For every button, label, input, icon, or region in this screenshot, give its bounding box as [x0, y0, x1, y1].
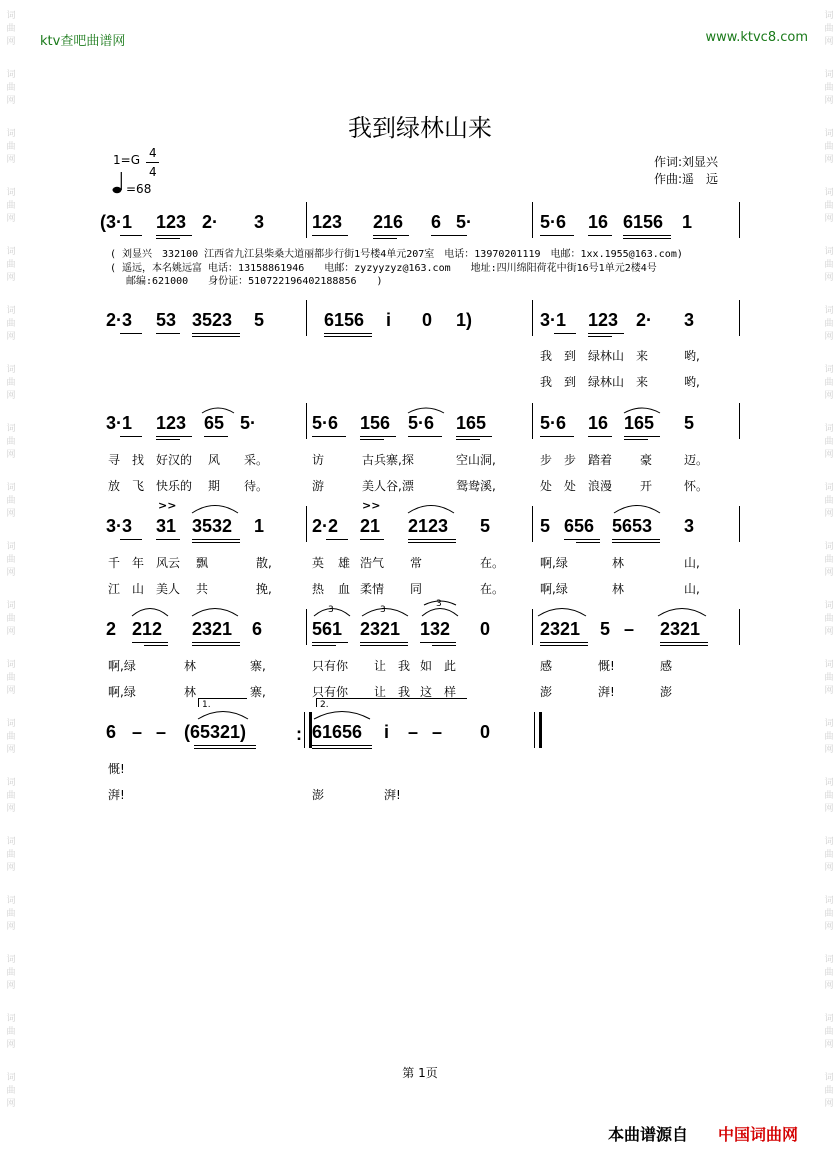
lyric: 待。 [244, 479, 269, 493]
note-group: (65321) [184, 722, 247, 742]
barline [739, 506, 740, 542]
triplet-slur [420, 597, 460, 617]
lyric: 放 [108, 479, 121, 493]
lyric: 血 [338, 582, 351, 596]
lyric: 感 [660, 659, 673, 673]
lyric: 风 [208, 453, 221, 467]
lyric: 千 [108, 556, 121, 570]
note-group: 3·1 [106, 413, 133, 433]
note-group: 2321 [540, 619, 581, 639]
note-group: 5· [240, 413, 257, 433]
site-left-label[interactable]: ktv查吧曲谱网 [40, 34, 126, 49]
svg-text:3: 3 [328, 605, 334, 615]
note-group: 123 [156, 212, 187, 232]
lyric: 飘 [196, 556, 209, 570]
lyric: 哟, [684, 375, 700, 389]
barline [306, 202, 307, 238]
lyric: 让 [374, 659, 387, 673]
svg-text:3: 3 [436, 599, 442, 609]
note-group: 1) [456, 310, 473, 330]
lyric: 林 [184, 659, 197, 673]
note-group: 2·3 [106, 310, 133, 330]
staff-row-1 [100, 206, 740, 246]
note-group: 2· [202, 212, 219, 232]
lyric: 采。 [244, 453, 269, 467]
lyric: 我 [540, 349, 553, 363]
note-group: 31 [156, 516, 177, 536]
lyric: 山, [684, 556, 700, 570]
contact-line-2: ( 遥远，本名姚远富 电话：13158861946 电邮：zyzyyzyz@163.com 地址:四川绵阳荷花中街16号1单元2楼4号 [110, 263, 657, 274]
tempo-value: =68 [126, 182, 152, 196]
slur [612, 500, 662, 514]
slur [190, 603, 240, 617]
note-group: 2· [636, 310, 653, 330]
lyric: 飞 [132, 479, 145, 493]
lyric: 浩气 [360, 556, 385, 570]
barline [739, 609, 740, 645]
barline [739, 403, 740, 439]
lyric: 啊,绿 [108, 685, 136, 699]
note-group: 0 [480, 722, 491, 742]
note-group: 165 [624, 413, 655, 433]
lyric: 散, [256, 556, 272, 570]
lyric: 处 [540, 479, 553, 493]
slur [536, 603, 588, 617]
note-group: 123 [156, 413, 187, 433]
note-group: 3532 [192, 516, 233, 536]
note-group: 2 [106, 619, 117, 639]
volta-2: 2. [316, 698, 467, 707]
page-number: 第 1页 [402, 1066, 438, 1080]
note-group: 216 [373, 212, 404, 232]
barline [532, 609, 533, 645]
lyric: 共 [196, 582, 209, 596]
lyric: 绿林山 [588, 349, 625, 363]
right-watermark: 词 曲 网 词 曲 网 词 曲 网 词 曲 网 词 曲 网 词 曲 网 词 曲 网 词 曲 网 词 曲 网 词 曲 网 词 曲 网 词 曲 网 词 曲 网 词 曲 网 词 曲 网 词 曲 网 词 曲 网 词 曲 网 词 曲 网 [824, 11, 834, 1109]
lyric: 山, [684, 582, 700, 596]
note-group: 3·1 [540, 310, 567, 330]
note-group: 61656 [312, 722, 363, 742]
slur [200, 404, 236, 414]
note-group: 6 [431, 212, 442, 232]
note-group: 2321 [660, 619, 701, 639]
note-group: 5·6 [408, 413, 435, 433]
note-group: 5·6 [540, 212, 567, 232]
lyric: 快乐的 [156, 479, 193, 493]
note-group: 3 [684, 516, 695, 536]
note-group: – [132, 722, 143, 742]
barline [532, 300, 533, 336]
accent-mark: >> [158, 499, 177, 512]
note-group: 212 [132, 619, 163, 639]
lyric: 林 [612, 556, 625, 570]
source-link[interactable]: 中国词曲网 [718, 1125, 799, 1144]
note-group: 5· [456, 212, 473, 232]
lyric: 来 [636, 349, 649, 363]
lyric: 来 [636, 375, 649, 389]
lyric: 江 [108, 582, 121, 596]
note-group: 53 [156, 310, 177, 330]
lyric: 绿林山 [588, 375, 625, 389]
lyric: 澎 [660, 685, 673, 699]
barline [532, 506, 533, 542]
lyric: 寨, [250, 685, 266, 699]
end-barline [534, 712, 542, 748]
composer: 作曲:遥 远 [654, 172, 719, 186]
lyric: 我 [540, 375, 553, 389]
note-group: 3523 [192, 310, 233, 330]
note-group: 123 [312, 212, 343, 232]
key-signature: 1=G [113, 153, 140, 167]
contact-line-3: 邮编:621000 身份证：510722196402188856 ) [126, 276, 383, 287]
lyric: 步 [564, 453, 577, 467]
lyric: 热 [312, 582, 325, 596]
lyric: 湃! [108, 788, 125, 802]
lyric: 找 [132, 453, 145, 467]
lyric: 游 [312, 479, 325, 493]
lyric: 在。 [480, 582, 505, 596]
note-group: 5 [254, 310, 265, 330]
lyric: 到 [564, 375, 577, 389]
note-group: 21 [360, 516, 381, 536]
lyric: 空山洞, [456, 453, 496, 467]
triplet-slur [312, 603, 352, 617]
lyric: 样 [444, 685, 457, 699]
contact-line-1: ( 刘显兴 332100 江西省九江县柴桑大道丽都步行街1号楼4单元207室 电话：13970201119 电邮：1xx.1955@163.com) [110, 249, 683, 260]
lyric: 慨! [598, 659, 615, 673]
lyric: 我 [398, 659, 411, 673]
lyric: 这 [420, 685, 433, 699]
note-group: 6156 [324, 310, 365, 330]
note-group: – [624, 619, 635, 639]
lyric: 开 [640, 479, 653, 493]
staff-row-6 [106, 716, 556, 756]
note-group: 656 [564, 516, 595, 536]
barline [306, 609, 307, 645]
time-top: 4 [149, 146, 157, 160]
note-group: 16 [588, 212, 609, 232]
lyric: 山 [132, 582, 145, 596]
barline [532, 403, 533, 439]
lyric: 我 [398, 685, 411, 699]
lyric: 挽, [256, 582, 272, 596]
note-group: 165 [456, 413, 487, 433]
lyric: 处 [564, 479, 577, 493]
lyric: 林 [612, 582, 625, 596]
note-group: 561 [312, 619, 343, 639]
time-bottom: 4 [149, 165, 157, 179]
note-group: 6 [252, 619, 263, 639]
lyric: 雄 [338, 556, 351, 570]
barline [306, 300, 307, 336]
lyric: 林 [184, 685, 197, 699]
lyric: 浪漫 [588, 479, 613, 493]
lyric: 寨, [250, 659, 266, 673]
slur [622, 404, 662, 414]
note-group: i [384, 722, 390, 742]
note-group: 5 [684, 413, 695, 433]
lyric: 到 [564, 349, 577, 363]
note-group: 123 [588, 310, 619, 330]
lyric: 年 [132, 556, 145, 570]
note-group: 5·6 [312, 413, 339, 433]
slur [196, 706, 250, 720]
slur [406, 500, 456, 514]
lyric: 美人 [156, 582, 181, 596]
note-group: 2321 [192, 619, 233, 639]
lyric: 让 [374, 685, 387, 699]
note-group: (3·1 [100, 212, 133, 232]
lyric: 豪 [640, 453, 653, 467]
lyric: 期 [208, 479, 221, 493]
lyric: 踏着 [588, 453, 613, 467]
quarter-note-icon [112, 171, 126, 195]
source-label: 本曲谱源自 [608, 1125, 689, 1144]
note-group: 1 [682, 212, 693, 232]
lyric: 慨! [108, 762, 125, 776]
note-group: 3·3 [106, 516, 133, 536]
note-group: 5 [480, 516, 491, 536]
lyric: 好汉的 [156, 453, 193, 467]
note-group: 65 [204, 413, 225, 433]
lyric: 怀。 [684, 479, 709, 493]
slur [406, 404, 446, 414]
left-watermark: 词 曲 网 词 曲 网 词 曲 网 词 曲 网 词 曲 网 词 曲 网 词 曲 网 词 曲 网 词 曲 网 词 曲 网 词 曲 网 词 曲 网 词 曲 网 词 曲 网 词 曲 网 词 曲 网 词 曲 网 词 曲 网 词 曲 网 [6, 11, 16, 1109]
note-group: 1 [254, 516, 265, 536]
note-group: 2123 [408, 516, 449, 536]
note-group: 5653 [612, 516, 653, 536]
note-group: – [408, 722, 419, 742]
lyric: 感 [540, 659, 553, 673]
lyric: 古兵寨,探 [362, 453, 414, 467]
note-group: 3 [254, 212, 265, 232]
note-group: 3 [684, 310, 695, 330]
site-right-link[interactable]: www.ktvc8.com [705, 30, 808, 45]
lyric: 步 [540, 453, 553, 467]
barline [306, 506, 307, 542]
lyricist: 作词:刘显兴 [654, 155, 719, 169]
staff-row-5 [106, 613, 740, 653]
volta-1: 1. [198, 698, 247, 707]
note-group: i [386, 310, 392, 330]
note-group: 2·2 [312, 516, 339, 536]
lyric: 风云 [156, 556, 181, 570]
slur [312, 706, 372, 720]
repeat-barline [304, 712, 312, 748]
lyric: 澎 [540, 685, 553, 699]
note-group: 156 [360, 413, 391, 433]
note-group: 132 [420, 619, 451, 639]
lyric: 美人谷,漂 [362, 479, 414, 493]
barline [739, 300, 740, 336]
lyric: 在。 [480, 556, 505, 570]
lyric: 同 [410, 582, 423, 596]
triplet-slur [360, 603, 410, 617]
time-divider [146, 162, 159, 163]
note-group: 2321 [360, 619, 401, 639]
accent-mark: >> [362, 499, 381, 512]
lyric: 如 [420, 659, 433, 673]
staff-row-4 [106, 510, 740, 550]
lyric: 只有你 [312, 685, 349, 699]
lyric: 寻 [108, 453, 121, 467]
svg-text:3: 3 [380, 605, 386, 615]
barline [739, 202, 740, 238]
note-group: 6156 [623, 212, 664, 232]
note-group: 0 [480, 619, 491, 639]
staff-row-2 [106, 304, 740, 344]
note-group: 5 [540, 516, 551, 536]
lyric: 啊,绿 [540, 556, 568, 570]
lyric: 常 [410, 556, 423, 570]
note-group: 5 [600, 619, 611, 639]
lyric: 访 [312, 453, 325, 467]
barline [306, 403, 307, 439]
slur [656, 603, 708, 617]
note-group: – [156, 722, 167, 742]
lyric: 英 [312, 556, 325, 570]
lyric: 只有你 [312, 659, 349, 673]
lyric: 迈。 [684, 453, 709, 467]
lyric: 柔情 [360, 582, 385, 596]
slur [130, 603, 170, 617]
note-group: – [432, 722, 443, 742]
lyric: 啊,绿 [108, 659, 136, 673]
lyric: 啊,绿 [540, 582, 568, 596]
lyric: 澎 [312, 788, 325, 802]
repeat-dots: : [296, 724, 302, 744]
song-title: 我到绿林山来 [348, 114, 492, 142]
lyric: 此 [444, 659, 457, 673]
note-group: 5·6 [540, 413, 567, 433]
barline [532, 202, 533, 238]
slur [190, 500, 240, 514]
note-group: 6 [106, 722, 117, 742]
lyric: 湃! [598, 685, 615, 699]
lyric: 湃! [384, 788, 401, 802]
note-group: 16 [588, 413, 609, 433]
lyric: 哟, [684, 349, 700, 363]
note-group: 0 [422, 310, 433, 330]
lyric: 鸳鸯溪, [456, 479, 496, 493]
